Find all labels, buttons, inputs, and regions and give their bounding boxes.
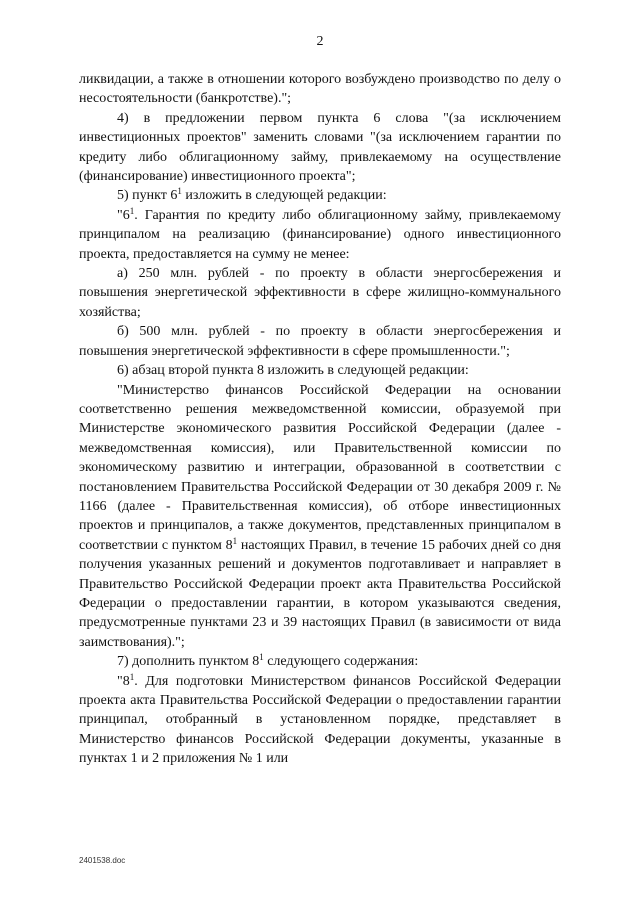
superscript: 1: [177, 186, 182, 197]
paragraph-item-5-text-end: изложить в следующей редакции:: [181, 188, 387, 204]
paragraph-item-4: 4) в предложении первом пункта 6 слова "(за исключением инвестиционных проектов" заменить словами "(за исключением гарантии по кредиту либо облигационному займу, привлекаемому на осуществление (финансирование) инвестиционного проекта";: [79, 110, 561, 185]
paragraph-1: ликвидации, а также в отношении которого возбуждено производство по делу о несостоятельности (банкротстве).";: [79, 72, 561, 107]
paragraph-item-6: 6) абзац второй пункта 8 изложить в следующей редакции:: [117, 363, 469, 379]
superscript: 1: [232, 535, 238, 546]
paragraph-item-5-text: 5) пункт 6: [117, 188, 178, 204]
clause-8-text: "Министерство финансов Российской Федерации на основании соответственно решения межведомственной комиссии, образуемой при Министерстве экономического развития Российской Федерации (далее - межведомственная комиссия), или Правительственной комиссии по экономическому развитию и интеграции, образованной в соответствии с постановлением Правительства Российской Федерации от 30 декабря 2009 г. № 1166 (далее - Правительственная комиссия), об отборе инвестиционных проектов и принципалов, а также документов, представленных принципалом в соответствии с пунктом 8: [79, 382, 561, 553]
paragraph-item-7-text: 7) дополнить пунктом 8: [117, 654, 260, 670]
clause-6-1-start: "6: [117, 207, 130, 223]
page-number: 2: [316, 34, 324, 49]
footer-filename: 2401538.doc: [79, 856, 126, 865]
paragraph-clause-8: [79, 381, 561, 653]
paragraph-subitem-a: а) 250 млн. рублей - по проекту в области энергосбережения и повышения энергетической эффективности в сфере жилищно-коммунального хозяйства;: [79, 266, 561, 320]
document-body: [79, 70, 561, 769]
superscript: 1: [259, 652, 264, 663]
paragraph-item-7: [79, 652, 561, 671]
superscript: 1: [129, 671, 135, 682]
paragraph-subitem-b: б) 500 млн. рублей - по проекту в области энергосбережения и повышения энергетической эффективности в сфере промышленности.";: [79, 324, 561, 359]
clause-8-1-text: . Для подготовки Министерством финансов Российской Федерации проекта акта Правительства Российской Федерации о предоставлении гарантии принципал, отобранный в установленном порядке, представляет в Министерство финансов Российской Федерации документы, указанные в пунктах 1 и 2 приложения № 1 или: [79, 673, 561, 767]
clause-8-text-end: настоящих Правил, в течение 15 рабочих дней со дня получения указанных решений и документов подготавливает и направляет в Правительство Российской Федерации проект акта Правительства Российской Федерации о предоставлении гарантии, в котором указываются сведения, предусмотренные пунктами 23 и 39 настоящих Правил (в зависимости от вида заимствования).";: [79, 537, 561, 650]
paragraph-clause-6-1: [79, 206, 561, 264]
clause-6-1-text: . Гарантия по кредиту либо облигационному займу, привлекаемому принципалом на реализацию (финансирование) одного инвестиционного проекта, предоставляется на сумму не менее:: [79, 207, 561, 262]
paragraph-clause-8-1: [79, 672, 561, 769]
superscript: 1: [129, 205, 135, 216]
clause-8-1-start: "8: [117, 673, 130, 689]
paragraph-item-5: [79, 186, 561, 205]
paragraph-item-7-text-end: следующего содержания:: [263, 654, 419, 670]
